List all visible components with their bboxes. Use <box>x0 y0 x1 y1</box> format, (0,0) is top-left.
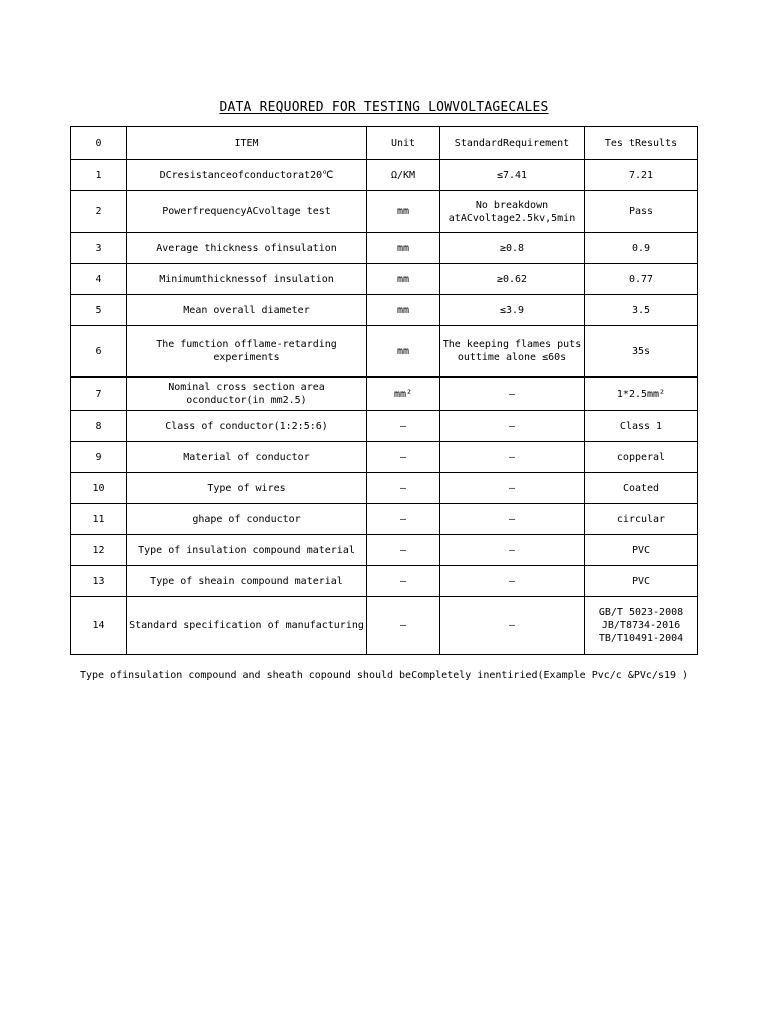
row-item: Material of conductor <box>127 442 367 473</box>
footnote: Type ofinsulation compound and sheath copound should beCompletely inentiried(Example Pvc/c &PVc/s19 ) <box>79 670 689 681</box>
row-item: Class of conductor(1:2:5:6) <box>127 411 367 442</box>
row-standard: — <box>440 473 585 504</box>
row-unit: Ω/KM <box>367 160 440 191</box>
row-standard: ≤3.9 <box>440 295 585 326</box>
row-standard: — <box>440 442 585 473</box>
table-row <box>71 473 698 504</box>
table-row <box>71 295 698 326</box>
row-no: 7 <box>71 377 127 411</box>
row-no: 10 <box>71 473 127 504</box>
row-item: PowerfrequencyACvoltage test <box>127 191 367 233</box>
table-row <box>71 566 698 597</box>
result-line: TB/T10491-2004 <box>598 633 684 644</box>
header-standard: StandardRequirement <box>440 127 585 160</box>
row-item: Minimumthicknessof insulation <box>127 264 367 295</box>
row-unit: — <box>367 566 440 597</box>
row-result: Class 1 <box>585 411 698 442</box>
row-no: 3 <box>71 233 127 264</box>
row-result: 35s <box>585 326 698 378</box>
document-title: DATA REQUORED FOR TESTING LOWVOLTAGECALES <box>219 100 549 115</box>
row-no: 14 <box>71 597 127 655</box>
row-unit: mm² <box>367 377 440 411</box>
table-row <box>71 504 698 535</box>
table-row <box>71 377 698 411</box>
row-unit: — <box>367 411 440 442</box>
table-row <box>71 160 698 191</box>
table-row <box>71 535 698 566</box>
row-no: 11 <box>71 504 127 535</box>
row-standard: ≥0.62 <box>440 264 585 295</box>
row-no: 9 <box>71 442 127 473</box>
row-unit: — <box>367 504 440 535</box>
row-no: 13 <box>71 566 127 597</box>
row-result: PVC <box>585 535 698 566</box>
row-item: Type of sheain compound material <box>127 566 367 597</box>
row-unit: mm <box>367 191 440 233</box>
row-item: The fumction offlame-retarding experiments <box>127 326 367 378</box>
row-no: 8 <box>71 411 127 442</box>
row-result: 1*2.5mm² <box>585 377 698 411</box>
table-header-row <box>71 127 698 160</box>
header-item: ITEM <box>127 127 367 160</box>
table-row <box>71 411 698 442</box>
row-no: 6 <box>71 326 127 378</box>
header-unit: Unit <box>367 127 440 160</box>
row-standard: ≥0.8 <box>440 233 585 264</box>
table-row <box>71 264 698 295</box>
row-result: circular <box>585 504 698 535</box>
row-result: PVC <box>585 566 698 597</box>
row-unit: mm <box>367 295 440 326</box>
row-standard: ≤7.41 <box>440 160 585 191</box>
row-result: Pass <box>585 191 698 233</box>
result-line: JB/T8734-2016 <box>601 620 681 631</box>
row-item: Standard specification of manufacturing <box>127 597 367 655</box>
table-row <box>71 233 698 264</box>
row-standard: — <box>440 597 585 655</box>
row-no: 1 <box>71 160 127 191</box>
row-no: 2 <box>71 191 127 233</box>
row-item: Type of wires <box>127 473 367 504</box>
row-standard: The keeping flames puts outtime alone ≤60s <box>440 326 585 378</box>
table-row <box>71 191 698 233</box>
result-line: GB/T 5023-2008 <box>598 607 684 618</box>
row-result: 0.77 <box>585 264 698 295</box>
row-result: 0.9 <box>585 233 698 264</box>
spec-table-container <box>70 126 697 655</box>
row-no: 5 <box>71 295 127 326</box>
row-item: Nominal cross section area oconductor(in mm2.5) <box>127 377 367 411</box>
row-standard: — <box>440 411 585 442</box>
row-unit: — <box>367 473 440 504</box>
row-standard: — <box>440 535 585 566</box>
table-row <box>71 442 698 473</box>
header-result: Tes tResults <box>585 127 698 160</box>
row-result: 7.21 <box>585 160 698 191</box>
row-item: DCresistanceofconductorat20℃ <box>127 160 367 191</box>
row-result: Coated <box>585 473 698 504</box>
row-unit: mm <box>367 233 440 264</box>
row-unit: mm <box>367 326 440 378</box>
row-unit: — <box>367 442 440 473</box>
row-item: Type of insulation compound material <box>127 535 367 566</box>
row-unit: — <box>367 597 440 655</box>
spec-table <box>70 126 698 655</box>
row-no: 12 <box>71 535 127 566</box>
row-unit: — <box>367 535 440 566</box>
table-row <box>71 326 698 378</box>
row-standard: No breakdown atACvoltage2.5kv,5min <box>440 191 585 233</box>
row-unit: mm <box>367 264 440 295</box>
row-standard: — <box>440 566 585 597</box>
row-standard: — <box>440 377 585 411</box>
table-row <box>71 597 698 655</box>
row-item: Mean overall diameter <box>127 295 367 326</box>
row-standard: — <box>440 504 585 535</box>
header-no: 0 <box>71 127 127 160</box>
row-result: 3.5 <box>585 295 698 326</box>
row-no: 4 <box>71 264 127 295</box>
row-result <box>585 597 698 655</box>
row-item: Average thickness ofinsulation <box>127 233 367 264</box>
row-item: ghape of conductor <box>127 504 367 535</box>
row-result: copperal <box>585 442 698 473</box>
